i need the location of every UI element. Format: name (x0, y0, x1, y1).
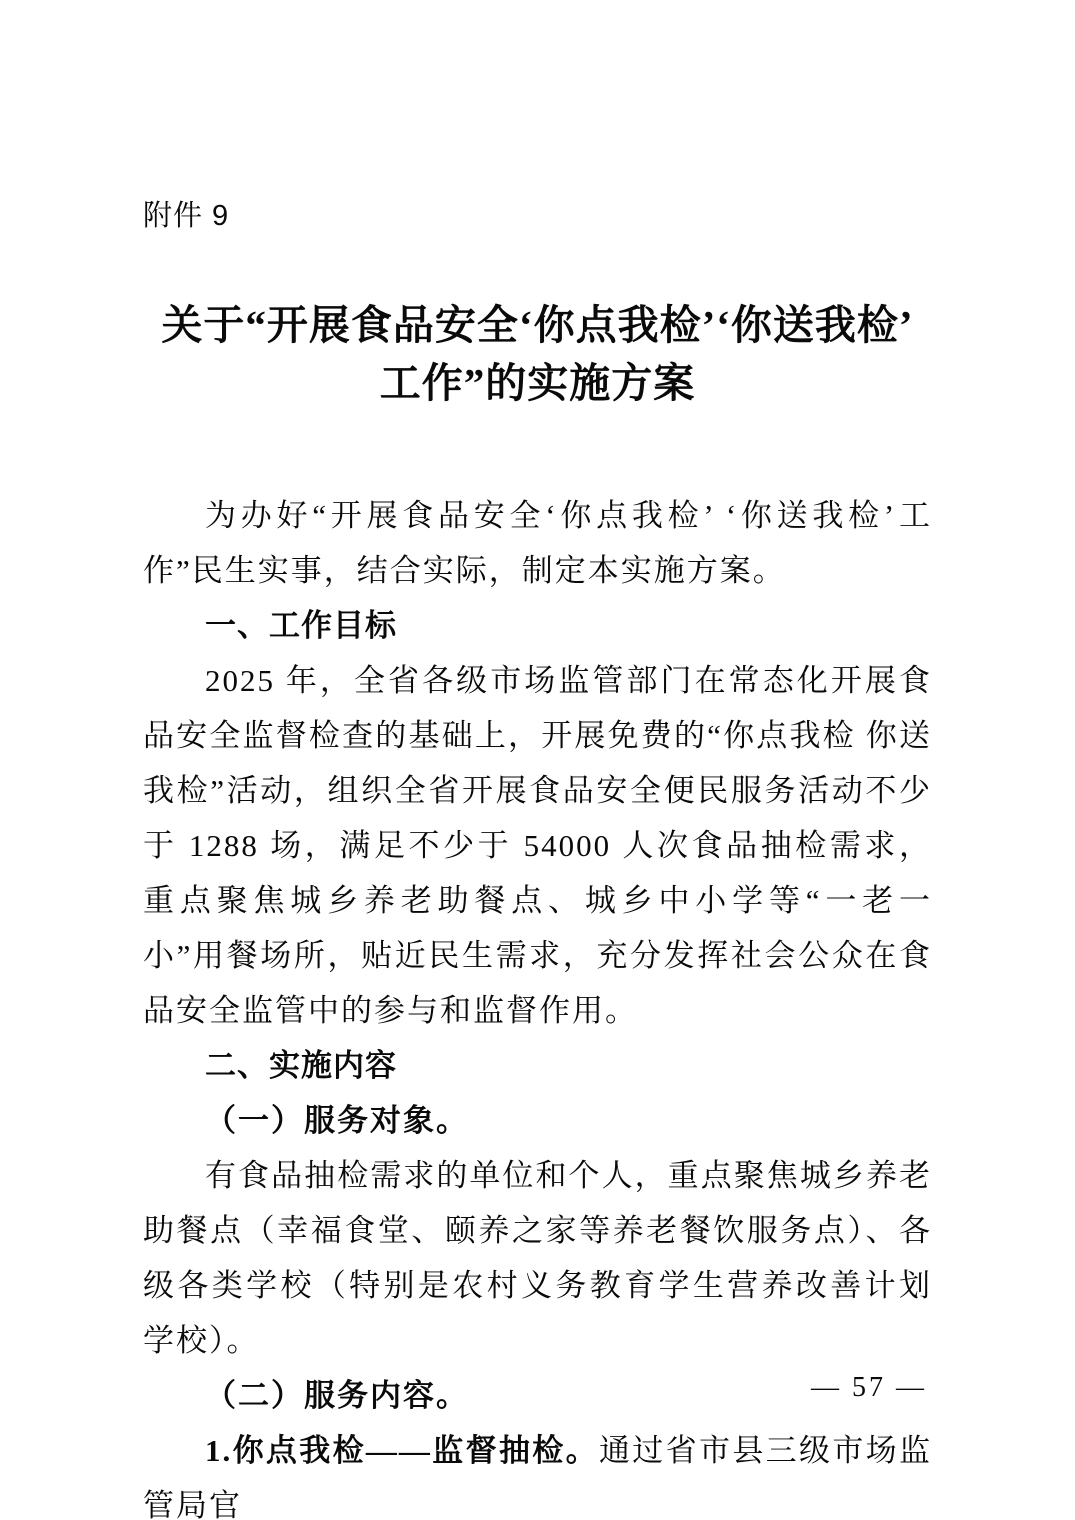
intro-paragraph: 为办好“开展食品安全‘你点我检’ ‘你送我检’工作”民生实事，结合实际，制定本实施方案。 (143, 498, 932, 588)
document-title (143, 296, 932, 412)
section-1-paragraph: 2025 年，全省各级市场监管部门在常态化开展食品安全监督检查的基础上，开展免费的“你点我检 你送我检”活动，组织全省开展食品安全便民服务活动不少于 1288 场，满足不少于 54000 人次食品抽检需求，重点聚焦城乡养老助餐点、城乡中小学等“一老一小”用餐场所，贴近民生需求，充分发挥社会公众在食品安全监管中的参与和监督作用。 (143, 663, 932, 1028)
section-2-sub-2-heading: （二）服务内容。 (205, 1378, 469, 1413)
section-2-heading: 二、实施内容 (205, 1048, 397, 1083)
section-2-sub-1-paragraph: 有食品抽检需求的单位和个人，重点聚焦城乡养老助餐点（幸福食堂、颐养之家等养老餐饮服务点）、各级各类学校（特别是农村义务教育学生营养改善计划学校）。 (143, 1158, 932, 1358)
page-number: — 57 — (811, 1372, 927, 1403)
attachment-label: 附件 9 (143, 200, 230, 232)
document-title-line-2: 工作”的实施方案 (379, 360, 696, 406)
item-1-body-text: 通过省市县三级市场监管局官 (143, 1433, 933, 1520)
section-2-sub-2-item-1 (143, 1423, 932, 1520)
document-title-line-1: 关于“开展食品安全‘你点我检’‘你送我检’ (161, 302, 914, 348)
document-body (143, 488, 932, 1520)
section-2-sub-1-heading: （一）服务对象。 (205, 1103, 469, 1138)
section-1-heading: 一、工作目标 (205, 608, 397, 643)
item-1-lead-sentence: 1.你点我检——监督抽检。 (205, 1433, 599, 1468)
